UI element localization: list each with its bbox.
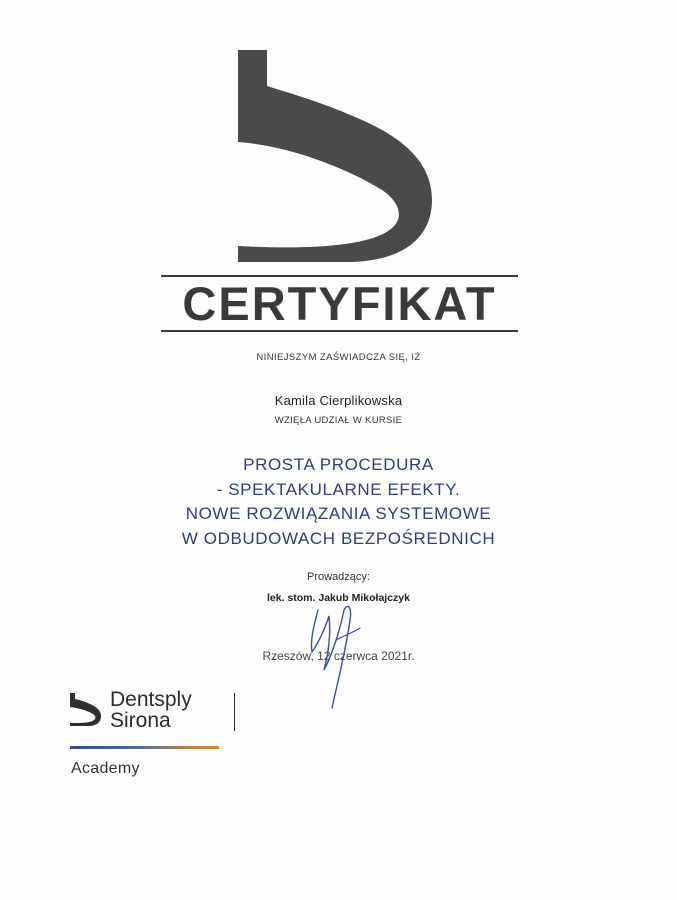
certificate-title: CERTYFIKAT bbox=[182, 277, 497, 330]
leader-label: Prowadzący: bbox=[307, 571, 370, 583]
brand-name bbox=[110, 689, 192, 731]
s-logo-icon bbox=[232, 50, 432, 262]
brand-name-line: Dentsply bbox=[110, 688, 192, 711]
leader-name: lek. stom. Jakub Mikołajczyk bbox=[267, 592, 410, 604]
participation-text: WZIĘŁA UDZIAŁ W KURSIE bbox=[274, 415, 403, 426]
dentsply-sirona-academy-logo bbox=[66, 684, 246, 784]
recipient-name: Kamila Cierplikowska bbox=[274, 393, 403, 408]
course-title-line: - SPEKTAKULARNE EFEKTY. bbox=[216, 479, 461, 499]
brand-divider bbox=[234, 693, 235, 731]
brand-gradient-bar bbox=[70, 746, 219, 749]
course-title-line: W ODBUDOWACH BEZPOŚREDNICH bbox=[181, 528, 496, 548]
course-title-line: PROSTA PROCEDURA bbox=[243, 455, 434, 474]
dentsply-sirona-s-logo-icon bbox=[69, 693, 101, 726]
academy-label: Academy bbox=[71, 760, 140, 777]
title-bottom-rule bbox=[161, 330, 518, 332]
course-title-line: NOWE ROZWIĄZANIA SYSTEMOWE bbox=[185, 504, 492, 523]
place-date: Rzeszów, 12 czerwca 2021r. bbox=[262, 649, 415, 663]
signature bbox=[296, 580, 376, 715]
course-title bbox=[0, 453, 677, 551]
attestation-text: NINIEJSZYM ZAŚWIADCZA SIĘ, IŻ bbox=[256, 352, 421, 363]
brand-name-line: Sirona bbox=[110, 709, 171, 732]
